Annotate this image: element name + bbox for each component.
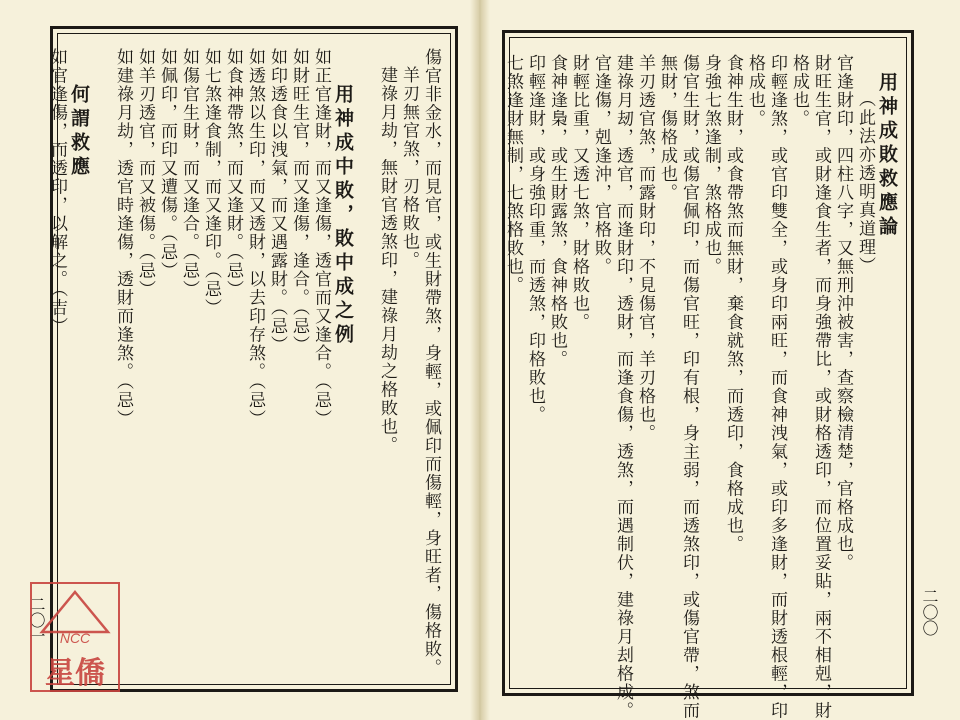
text-column: 傷官生財，或傷官佩印，而傷官旺，印有根，身主弱，而透煞印，或傷官帶，煞而 [679, 54, 699, 720]
right-page-text [503, 54, 898, 720]
section-heading: 何謂救應 [68, 84, 90, 180]
text-column: 羊刃透官煞，而露財印，不見傷官，羊刃格也。 [635, 54, 655, 443]
triangle-logo-icon [38, 590, 112, 634]
chapter-title: 用神成敗救應論 [876, 72, 898, 240]
text-column: 財輕比重，又透七煞，財格敗也。 [569, 54, 589, 332]
text-column: 格成也。 [745, 54, 765, 128]
text-column: 格成也。 [789, 54, 809, 128]
text-column: 印輕逢財，或身強印重，而透煞，印格敗也。 [525, 54, 545, 424]
text-column: 身強七煞逢制，煞格成也。 [701, 54, 721, 276]
left-page-number: 二〇一 [27, 596, 46, 644]
text-column: 財旺生官，或財逢食生者，而身強帶比，或財格透印，而位置妥貼，兩不相剋，財 [811, 54, 831, 720]
text-column: 如透煞以生印，而又透財，以去印存煞。（忌） [245, 48, 265, 428]
text-column: 官逢傷，剋逢沖，官格敗。 [591, 54, 611, 276]
section-heading: 用神成中敗，敗中成之例 [332, 84, 354, 348]
text-column: 建祿月劫，無財官透煞印，建祿月劫之格敗也。 [377, 66, 397, 455]
text-column: 如傷官生財，而又逢合。（忌） [179, 48, 199, 299]
text-column: 如佩印，而印又遭傷。（忌） [157, 48, 177, 280]
chapter-subtitle: （此法亦透明真道理） [855, 90, 875, 275]
text-column: 無財，傷格成也。 [657, 54, 677, 202]
blank-column [354, 48, 376, 672]
text-column: 食神生財，或食帶煞而無財，棄食就煞，而透印，食格成也。 [723, 54, 743, 554]
stamp-chinese-text: 星僑 [45, 656, 105, 691]
text-column: 如建祿月劫，透官時逢傷，透財而逢煞。（忌） [113, 48, 133, 428]
book-gutter [470, 0, 490, 720]
text-column: 如印透食以洩氣，而又遇露財。（忌） [267, 48, 287, 354]
stamp-latin-text: NCC [59, 630, 91, 646]
text-column: 如官逢傷，而透印，以解之。（吉） [47, 48, 67, 336]
text-column: 如羊刃透官，而又被傷。（忌） [135, 48, 155, 299]
text-column: 如七煞逢食制，而又逢印。（忌） [201, 48, 221, 317]
text-column: 七煞逢財無制，七煞格敗也。 [503, 54, 523, 295]
text-column: 建祿月刼，透官，而逢財印，透財，而逢食傷，透煞，而遇制伏，建祿月刦格成。 [613, 54, 633, 720]
text-column: 如財旺生官，而又逢傷，逢合。（忌） [289, 48, 309, 354]
text-column: 食神逢梟，或生財露煞，食神格敗也。 [547, 54, 567, 369]
text-column: 羊刃無官煞，刃格敗也。 [399, 66, 419, 270]
ncc-logo-stamp [30, 582, 120, 692]
text-column: 如食神帶煞，而又逢財。（忌） [223, 48, 243, 299]
text-column: 印輕逢煞，或官印雙全，或身印兩旺，而食神洩氣，或印多逢財，而財透根輕，印 [767, 54, 787, 720]
text-column: 官逢財印，四柱八字，又無刑沖被害，查察檢清楚，官格成也。 [833, 54, 853, 572]
right-page-number: 二〇〇 [920, 588, 939, 636]
text-column: 如正官逢財，而又逢傷，透官而又逢合。（忌） [311, 48, 331, 428]
blank-column [90, 48, 112, 672]
text-column: 傷官非金水，而見官，或生財帶煞，身輕，或佩印而傷輕，身旺者，傷格敗。 [421, 48, 441, 677]
